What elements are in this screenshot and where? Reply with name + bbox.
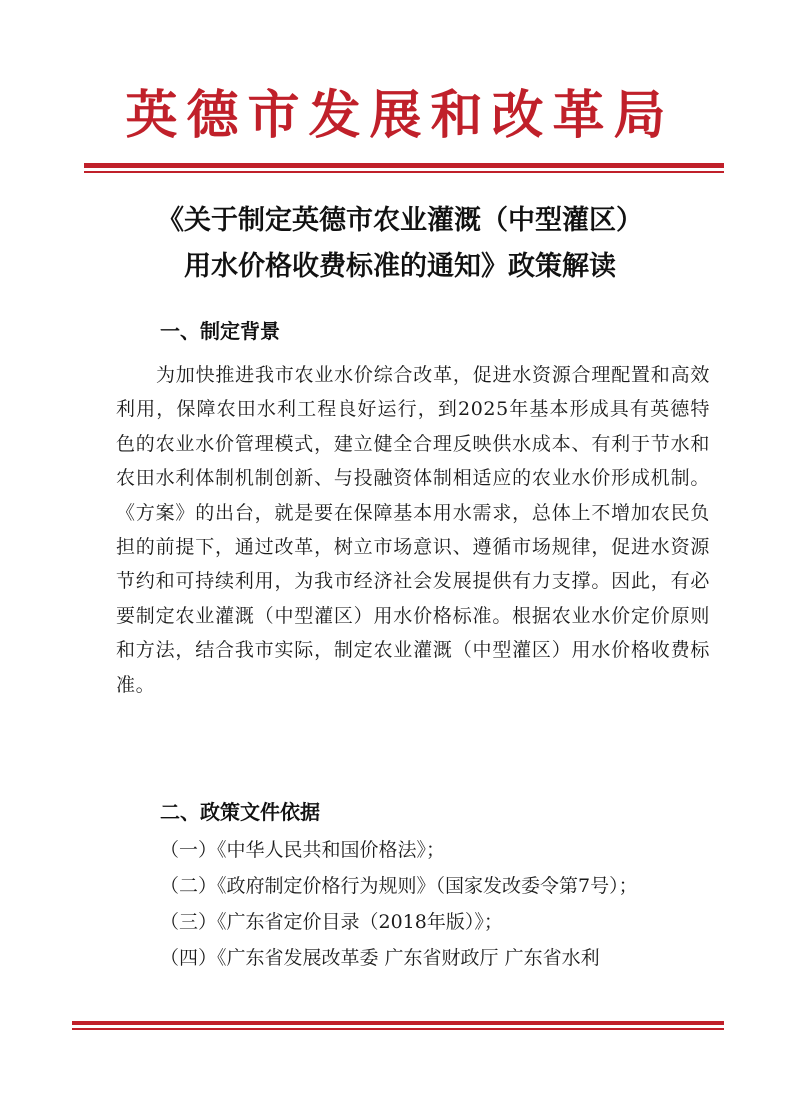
policy-basis-item-3: （三）《广东省定价目录（2018年版）》；	[160, 911, 503, 933]
document-title-line-2: 用水价格收费标准的通知》政策解读	[184, 251, 616, 282]
letterhead-divider-thick	[84, 163, 724, 168]
policy-basis-item-1: （一）《中华人民共和国价格法》；	[160, 839, 446, 861]
footer-divider-thick	[72, 1021, 724, 1025]
document-title	[0, 198, 800, 290]
letterhead-divider-thin	[84, 171, 724, 173]
background-paragraph: 为加快推进我市农业水价综合改革，促进水资源合理配置和高效利用，保障农田水利工程良好运行，到2025年基本形成具有英德特色的农业水价管理模式，建立健全合理反映供水成本、有利于节水和农田水利体制机制创新、与投融资体制相适应的农业水价形成机制。《方案》的出台，就是要在保障基本用水需求，总体上不增加农民负担的前提下，通过改革，树立市场意识、遵循市场规律，促进水资源节约和可持续利用，为我市经济社会发展提供有力支撑。因此，有必要制定农业灌溉（中型灌区）用水价格标准。根据农业水价定价原则和方法，结合我市实际，制定农业灌溉（中型灌区）用水价格收费标准。	[116, 364, 710, 696]
document-title-line-1: 《关于制定英德市农业灌溉（中型灌区）	[157, 205, 643, 236]
section-heading-basis: 二、政策文件依据	[160, 800, 320, 824]
agency-letterhead-title: 英德市发展和改革局	[125, 85, 675, 146]
section-heading-background: 一、制定背景	[160, 319, 280, 343]
policy-basis-list	[160, 832, 720, 976]
footer-divider-thin	[72, 1028, 724, 1030]
policy-basis-item-4: （四）《广东省发展改革委 广东省财政厅 广东省水利	[160, 947, 600, 969]
policy-basis-item-2: （二）《政府制定价格行为规则》（国家发改委令第7号）；	[160, 875, 638, 897]
